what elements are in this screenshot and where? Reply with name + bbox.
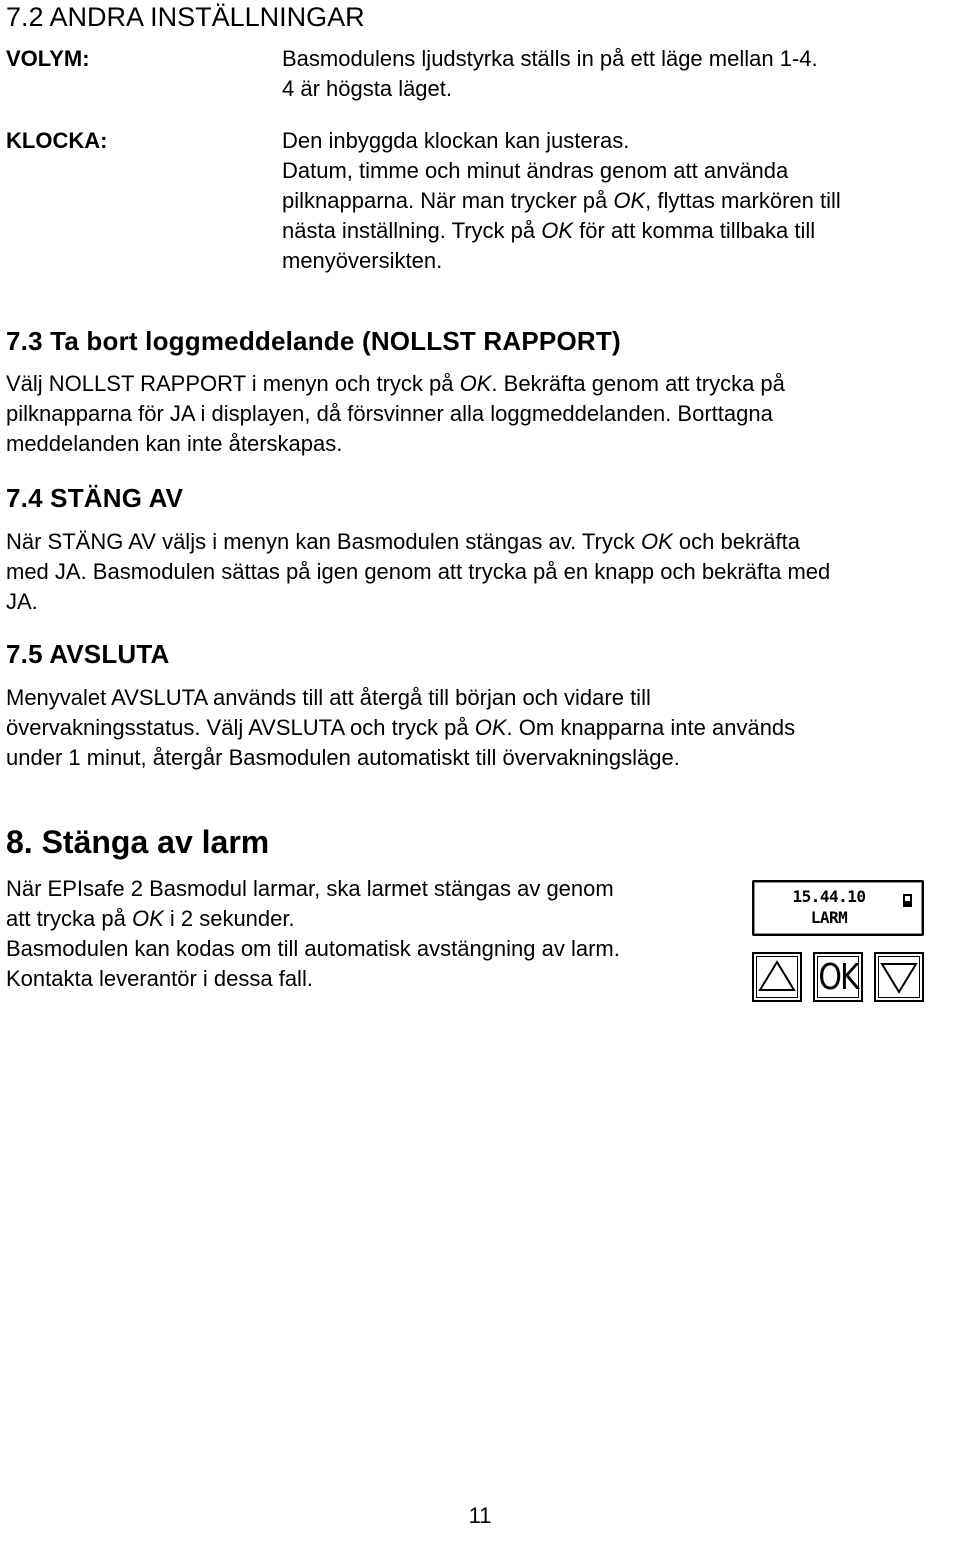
arrow-up-icon bbox=[754, 954, 800, 1000]
ok-key bbox=[813, 952, 863, 1002]
ok-key-label: OK bbox=[818, 956, 858, 998]
lcd-display bbox=[752, 880, 924, 936]
klocka-line-5: menyöversikten. bbox=[282, 248, 443, 273]
section-7-5-heading: 7.5 AVSLUTA bbox=[6, 639, 170, 669]
volym-line-2: 4 är högsta läget. bbox=[282, 76, 453, 101]
display-time: 15.44.10 bbox=[792, 887, 866, 906]
klocka-line-2: Datum, timme och minut ändras genom att använda bbox=[282, 158, 789, 183]
volym-definition bbox=[282, 44, 952, 104]
arrow-down-key bbox=[874, 952, 924, 1002]
page-number: 11 bbox=[468, 1503, 492, 1528]
basmodul-illustration bbox=[752, 880, 928, 1006]
chapter-8-heading: 8. Stänga av larm bbox=[6, 824, 270, 860]
klocka-line-3: pilknapparna. När man trycker på OK, flyttas markören till bbox=[282, 188, 841, 213]
battery-icon bbox=[903, 894, 912, 907]
volym-term: VOLYM: bbox=[6, 46, 90, 71]
section-7-2-heading: 7.2 ANDRA INSTÄLLNINGAR bbox=[6, 2, 365, 32]
arrow-down-icon bbox=[876, 954, 922, 1000]
section-7-3-heading: 7.3 Ta bort loggmeddelande (NOLLST RAPPORT) bbox=[6, 326, 621, 356]
klocka-line-4: nästa inställning. Tryck på OK för att komma tillbaka till bbox=[282, 218, 816, 243]
section-7-4-heading: 7.4 STÄNG AV bbox=[6, 483, 184, 513]
klocka-line-1: Den inbyggda klockan kan justeras. bbox=[282, 128, 630, 153]
klocka-definition bbox=[282, 126, 952, 276]
section-7-3-paragraph: Välj NOLLST RAPPORT i menyn och tryck på OK. Bekräfta genom att trycka på pilknapparna för JA i displayen, då försvinner alla loggmeddelanden. Borttagna meddelanden kan inte återskapas. bbox=[6, 371, 785, 456]
arrow-up-key bbox=[752, 952, 802, 1002]
chapter-8-paragraph: När EPIsafe 2 Basmodul larmar, ska larmet stängas av genom att trycka på OK i 2 sekunder. Basmodulen kan kodas om till automatisk avstängning av larm. Kontakta leverantör i dessa fall. bbox=[6, 876, 620, 991]
klocka-term: KLOCKA: bbox=[6, 128, 108, 153]
volym-line-1: Basmodulens ljudstyrka ställs in på ett läge mellan 1-4. bbox=[282, 46, 818, 71]
section-7-5-paragraph: Menyvalet AVSLUTA används till att återgå till början och vidare till övervakningsstatus. Välj AVSLUTA och tryck på OK. Om knapparna inte används under 1 minut, återgår Basmodulen automatiskt till övervakningsläge. bbox=[6, 685, 796, 770]
display-message: LARM bbox=[810, 908, 848, 927]
section-7-4-paragraph: När STÄNG AV väljs i menyn kan Basmodulen stängas av. Tryck OK och bekräfta med JA. Basmodulen sättas på igen genom att trycka på en knapp och bekräfta med JA. bbox=[6, 529, 831, 614]
